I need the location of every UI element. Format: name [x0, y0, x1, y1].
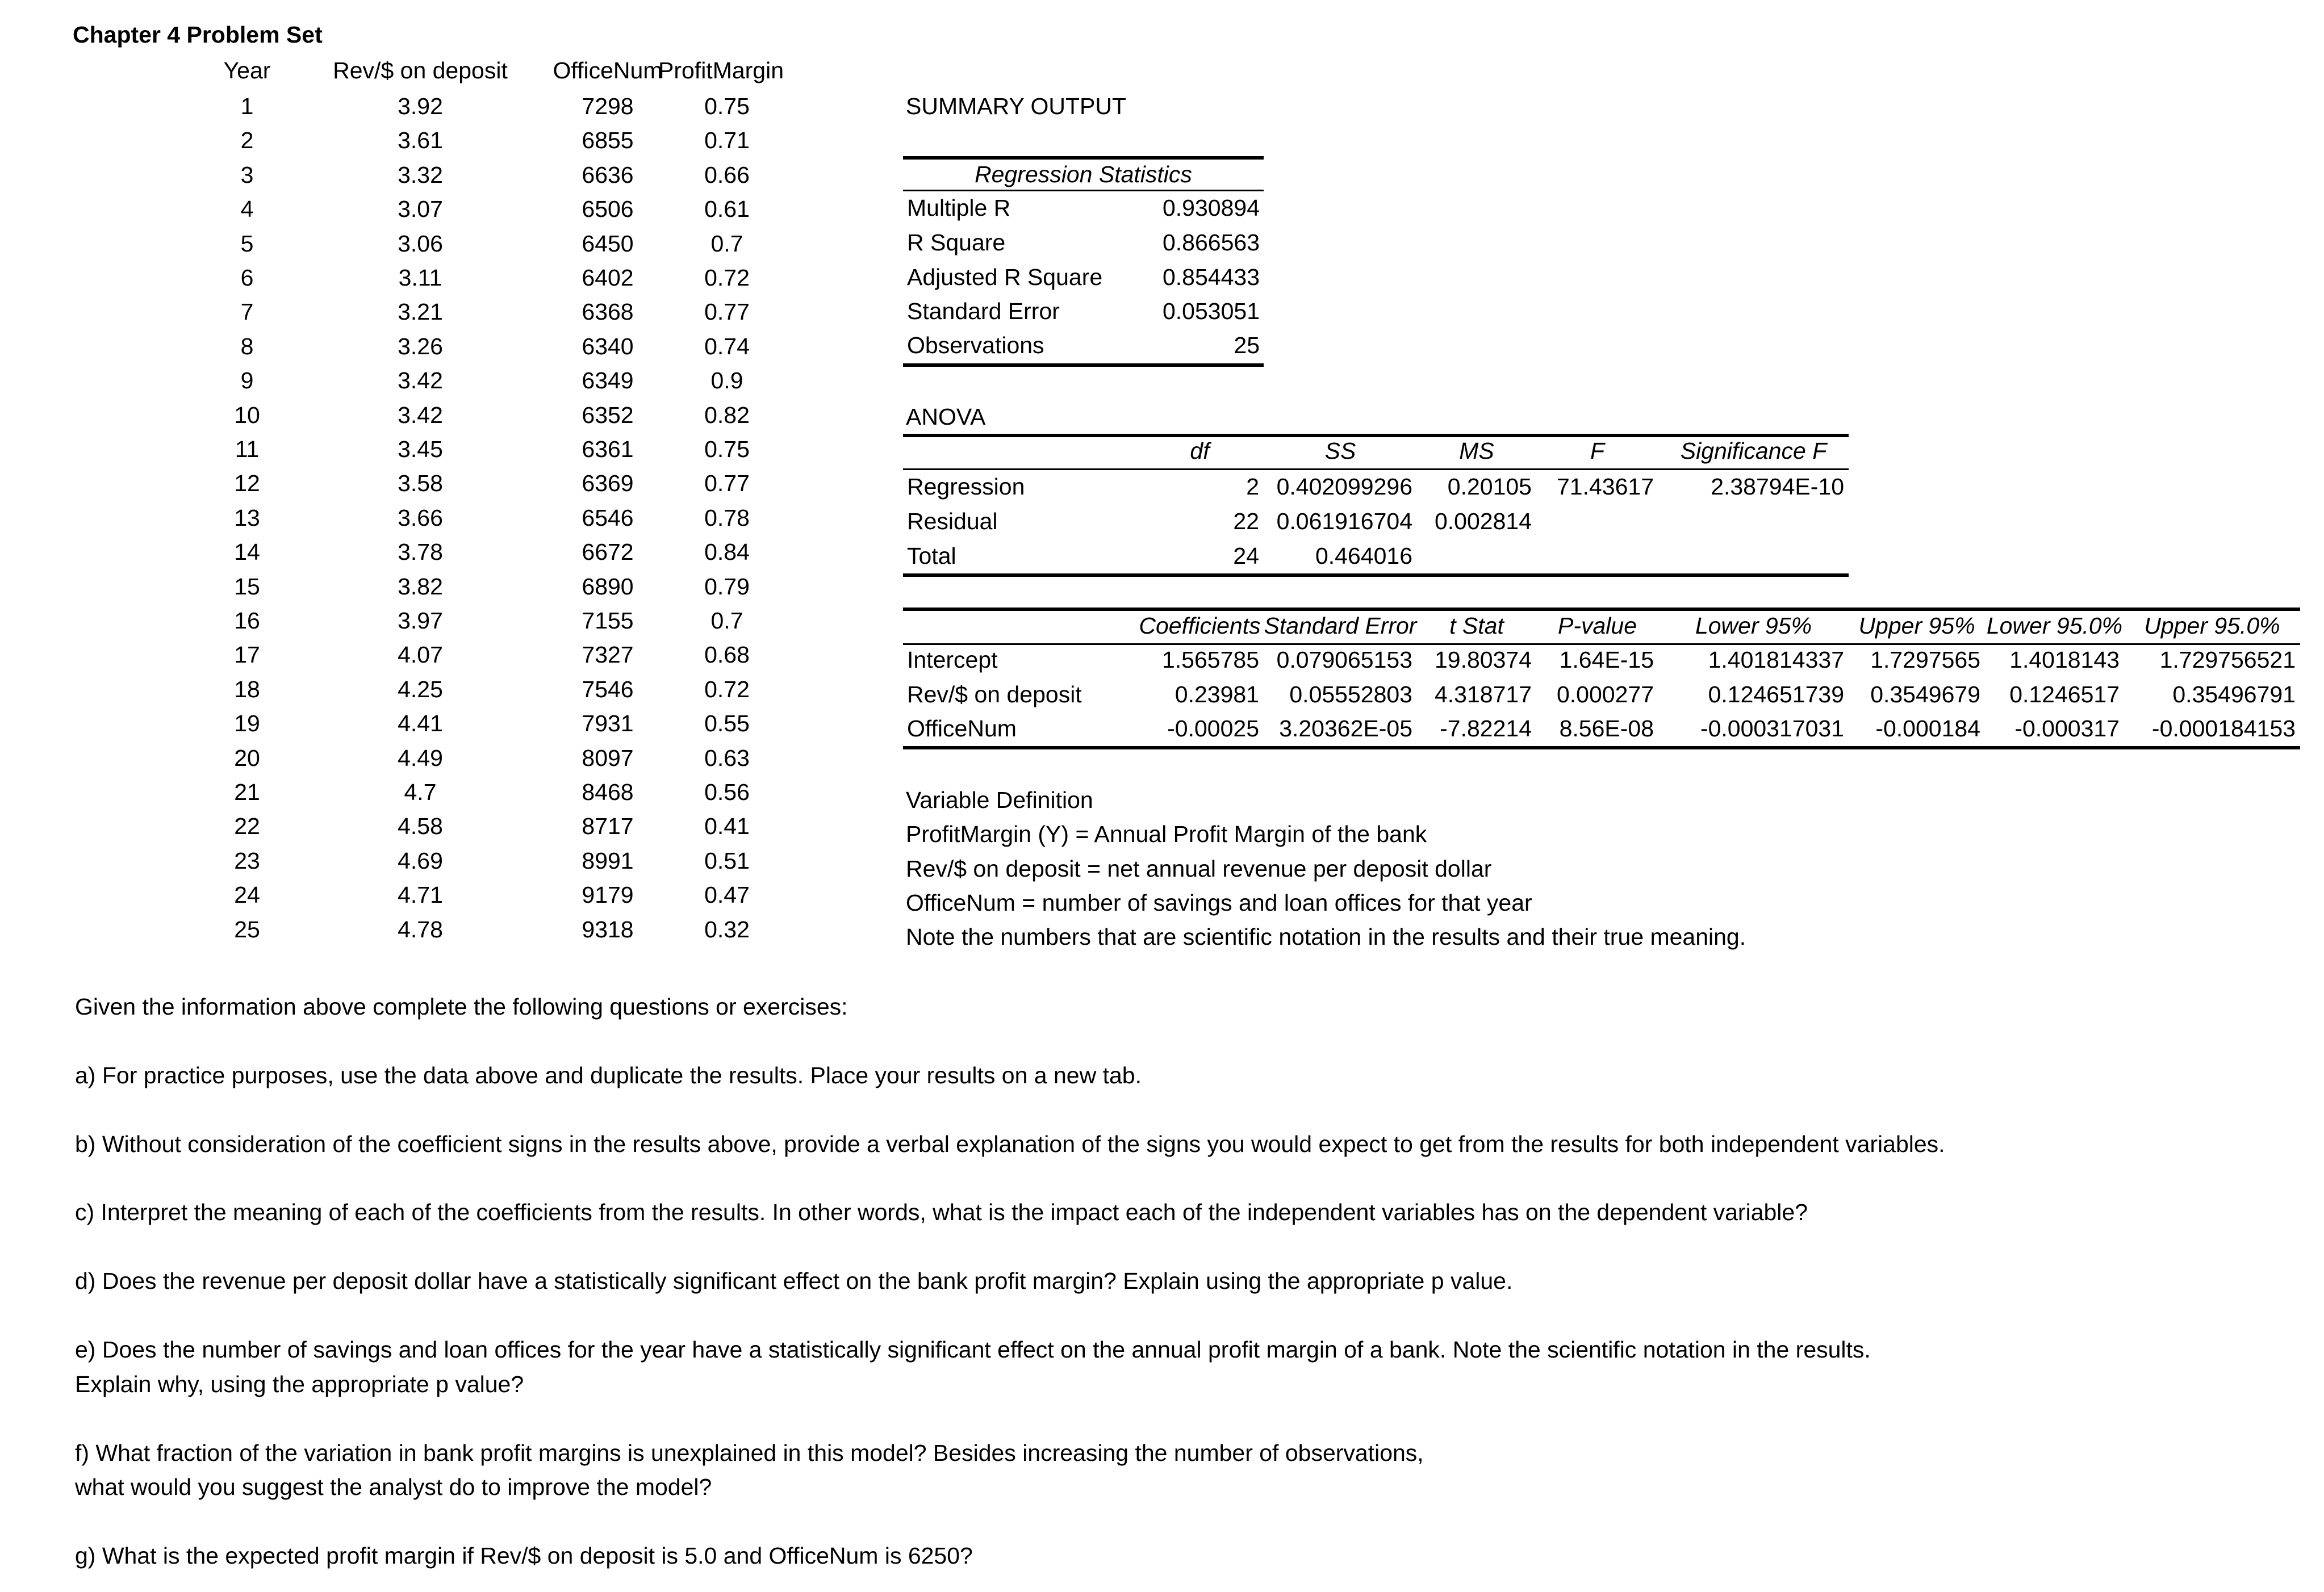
- year-cell: 8: [240, 333, 254, 359]
- regstat-value: 0.866563: [1162, 229, 1260, 255]
- anova-value-cell: 2.38794E-10: [1711, 474, 1844, 500]
- coef-header-rule: [903, 643, 2300, 645]
- profit-margin-cell: 0.56: [704, 779, 750, 805]
- coef-value-cell: 0.1246517: [2009, 681, 2120, 707]
- rev-per-deposit-cell: 4.25: [398, 676, 443, 702]
- question-e-line2: Explain why, using the appropriate p value?: [75, 1371, 524, 1397]
- year-cell: 21: [234, 779, 260, 805]
- profit-margin-cell: 0.78: [704, 504, 750, 531]
- regstats-bottom-rule: [903, 363, 1264, 367]
- year-cell: 4: [240, 196, 254, 223]
- year-cell: 14: [234, 539, 260, 565]
- definition-office-num: OfficeNum = number of savings and loan offices for that year: [906, 890, 1532, 916]
- rev-per-deposit-cell: 3.92: [398, 93, 443, 119]
- office-num-cell: 7327: [582, 642, 634, 668]
- page-title: Chapter 4 Problem Set: [73, 22, 323, 48]
- questions-intro: Given the information above complete the following questions or exercises:: [75, 994, 848, 1020]
- anova-header-rule: [903, 468, 1849, 470]
- question-a: a) For practice purposes, use the data above and duplicate the results. Place your results on a new tab.: [75, 1062, 1142, 1088]
- office-num-cell: 8717: [582, 813, 634, 840]
- office-num-cell: 7546: [582, 676, 634, 702]
- office-num-cell: 7298: [582, 93, 634, 119]
- definition-rev-per-deposit: Rev/$ on deposit = net annual revenue per deposit dollar: [906, 856, 1492, 882]
- office-num-cell: 6855: [582, 127, 634, 154]
- rev-per-deposit-cell: 3.32: [398, 161, 443, 188]
- year-cell: 19: [234, 710, 260, 737]
- office-num-cell: 6368: [582, 299, 634, 325]
- rev-per-deposit-cell: 3.07: [398, 196, 443, 223]
- rev-per-deposit-cell: 3.82: [398, 573, 443, 600]
- rev-per-deposit-cell: 3.58: [398, 470, 443, 497]
- coef-header-lower-95-0: Lower 95.0%: [1986, 613, 2123, 639]
- anova-value-cell: 24: [1233, 543, 1259, 569]
- profit-margin-cell: 0.55: [704, 710, 750, 737]
- header-year: Year: [223, 57, 271, 83]
- coef-value-cell: 19.80374: [1434, 647, 1532, 673]
- coef-value-cell: -0.000184153: [2151, 715, 2296, 741]
- coef-value-cell: 1.4018143: [2009, 647, 2120, 673]
- coef-bottom-rule: [903, 746, 2300, 749]
- anova-bottom-rule: [903, 573, 1849, 577]
- variable-definition-title: Variable Definition: [906, 787, 1093, 813]
- rev-per-deposit-cell: 4.07: [398, 642, 443, 668]
- profit-margin-cell: 0.7: [710, 230, 743, 257]
- year-cell: 18: [234, 676, 260, 702]
- rev-per-deposit-cell: 3.42: [398, 401, 443, 428]
- coef-header-t-stat: t Stat: [1449, 613, 1504, 639]
- coef-value-cell: 8.56E-08: [1559, 715, 1654, 741]
- anova-value-cell: 22: [1233, 508, 1259, 534]
- question-e-line1: e) Does the number of savings and loan offices for the year have a statistically significant effect on the annual profit margin of a bank. Note the scientific notation in the results.: [75, 1337, 1871, 1363]
- office-num-cell: 6361: [582, 436, 634, 462]
- rev-per-deposit-cell: 4.71: [398, 882, 443, 908]
- year-cell: 13: [234, 504, 260, 531]
- profit-margin-cell: 0.63: [704, 744, 750, 771]
- year-cell: 7: [240, 299, 254, 325]
- profit-margin-cell: 0.79: [704, 573, 750, 600]
- coef-header-standard-error: Standard Error: [1264, 613, 1417, 639]
- coef-header-coefficients: Coefficients: [1139, 613, 1261, 639]
- profit-margin-cell: 0.72: [704, 265, 750, 291]
- coef-value-cell: 0.23981: [1174, 681, 1259, 707]
- rev-per-deposit-cell: 4.7: [404, 779, 437, 805]
- header-profit-margin: ProfitMargin: [658, 57, 784, 83]
- coef-row-label: Intercept: [907, 647, 998, 673]
- coef-row-label: OfficeNum: [907, 715, 1017, 741]
- office-num-cell: 6636: [582, 161, 634, 188]
- office-num-cell: 6369: [582, 470, 634, 497]
- office-num-cell: 8468: [582, 779, 634, 805]
- profit-margin-cell: 0.74: [704, 333, 750, 359]
- anova-row-label: Total: [907, 543, 956, 569]
- rev-per-deposit-cell: 3.21: [398, 299, 443, 325]
- coef-value-cell: -7.82214: [1440, 715, 1532, 741]
- regstat-value: 0.053051: [1162, 298, 1260, 324]
- coef-value-cell: -0.00025: [1167, 715, 1259, 741]
- anova-header-f: F: [1590, 438, 1605, 464]
- regstat-label: R Square: [907, 229, 1006, 255]
- profit-margin-cell: 0.47: [704, 882, 750, 908]
- profit-margin-cell: 0.61: [704, 196, 750, 223]
- anova-header-significance-f: Significance F: [1680, 438, 1827, 464]
- office-num-cell: 6506: [582, 196, 634, 223]
- rev-per-deposit-cell: 3.97: [398, 608, 443, 634]
- header-profit-margin-clip: [658, 57, 815, 84]
- office-num-cell: 6340: [582, 333, 634, 359]
- rev-per-deposit-cell: 3.66: [398, 504, 443, 531]
- summary-output-label: SUMMARY OUTPUT: [906, 93, 1127, 119]
- office-num-cell: 6402: [582, 265, 634, 291]
- regstat-label: Observations: [907, 332, 1044, 358]
- profit-margin-cell: 0.72: [704, 676, 750, 702]
- rev-per-deposit-cell: 4.49: [398, 744, 443, 771]
- rev-per-deposit-cell: 3.06: [398, 230, 443, 257]
- anova-value-cell: 71.43617: [1556, 474, 1654, 500]
- profit-margin-cell: 0.75: [704, 436, 750, 462]
- profit-margin-cell: 0.77: [704, 299, 750, 325]
- rev-per-deposit-cell: 4.58: [398, 813, 443, 840]
- anova-value-cell: 0.464016: [1315, 543, 1412, 569]
- coef-value-cell: -0.000184: [1875, 715, 1980, 741]
- office-num-cell: 7931: [582, 710, 634, 737]
- year-cell: 2: [240, 127, 254, 154]
- anova-label: ANOVA: [906, 404, 986, 430]
- question-b: b) Without consideration of the coefficient signs in the results above, provide a verbal explanation of the signs you would expect to get from the results for both independent variables.: [75, 1131, 1945, 1157]
- year-cell: 12: [234, 470, 260, 497]
- year-cell: 10: [234, 401, 260, 428]
- profit-margin-cell: 0.77: [704, 470, 750, 497]
- coef-header-lower-95: Lower 95%: [1695, 613, 1812, 639]
- office-num-cell: 9318: [582, 916, 634, 942]
- profit-margin-cell: 0.66: [704, 161, 750, 188]
- coef-value-cell: 3.20362E-05: [1279, 715, 1412, 741]
- rev-per-deposit-cell: 4.41: [398, 710, 443, 737]
- office-num-cell: 6546: [582, 504, 634, 531]
- coef-value-cell: 0.3549679: [1870, 681, 1980, 707]
- office-num-cell: 6352: [582, 401, 634, 428]
- office-num-cell: 8097: [582, 744, 634, 771]
- rev-per-deposit-cell: 3.11: [398, 265, 442, 291]
- coef-value-cell: 0.124651739: [1708, 681, 1844, 707]
- year-cell: 11: [235, 436, 260, 462]
- profit-margin-cell: 0.68: [704, 642, 750, 668]
- anova-row-label: Regression: [907, 474, 1025, 500]
- profit-margin-cell: 0.71: [704, 127, 750, 154]
- year-cell: 23: [234, 847, 260, 874]
- anova-value-cell: 0.002814: [1434, 508, 1532, 534]
- anova-value-cell: 0.061916704: [1276, 508, 1412, 534]
- profit-margin-cell: 0.82: [704, 401, 750, 428]
- regstat-label: Adjusted R Square: [907, 264, 1103, 290]
- coef-value-cell: -0.000317031: [1700, 715, 1844, 741]
- anova-row-label: Residual: [907, 508, 998, 534]
- regstat-value: 0.854433: [1162, 264, 1260, 290]
- anova-value-cell: 0.402099296: [1276, 474, 1412, 500]
- coef-value-cell: 1.565785: [1161, 647, 1259, 673]
- office-num-cell: 6672: [582, 539, 634, 565]
- coef-value-cell: -0.000317: [2014, 715, 2120, 741]
- regstat-label: Standard Error: [907, 298, 1060, 324]
- regstat-value: 25: [1234, 332, 1260, 358]
- rev-per-deposit-cell: 3.61: [398, 127, 443, 154]
- coef-header-upper-95: Upper 95%: [1858, 613, 1975, 639]
- regstat-value: 0.930894: [1162, 195, 1260, 221]
- definition-profit-margin: ProfitMargin (Y) = Annual Profit Margin of the bank: [906, 821, 1427, 847]
- coef-top-rule: [903, 608, 2300, 611]
- year-cell: 1: [240, 93, 254, 119]
- scientific-notation-note: Note the numbers that are scientific notation in the results and their true meaning.: [906, 924, 1746, 950]
- profit-margin-cell: 0.84: [704, 539, 750, 565]
- regstats-top-rule: [903, 156, 1264, 160]
- office-num-cell: 9179: [582, 882, 634, 908]
- rev-per-deposit-cell: 3.42: [398, 367, 443, 394]
- anova-value-cell: 2: [1246, 474, 1259, 500]
- year-cell: 6: [240, 265, 254, 291]
- coef-value-cell: 1.401814337: [1708, 647, 1844, 673]
- year-cell: 22: [234, 813, 260, 840]
- coef-value-cell: 0.05552803: [1289, 681, 1412, 707]
- regression-statistics-header: Regression Statistics: [975, 161, 1192, 187]
- year-cell: 3: [240, 161, 254, 188]
- header-office-num: OfficeNum: [553, 57, 663, 83]
- question-d: d) Does the revenue per deposit dollar have a statistically significant effect on the bank profit margin? Explain using the appropriate p value.: [75, 1268, 1513, 1294]
- rev-per-deposit-cell: 4.78: [398, 916, 443, 942]
- rev-per-deposit-cell: 3.26: [398, 333, 443, 359]
- coef-value-cell: 1.729756521: [2159, 647, 2296, 673]
- coef-value-cell: 0.000277: [1556, 681, 1654, 707]
- profit-margin-cell: 0.32: [704, 916, 750, 942]
- rev-per-deposit-cell: 3.78: [398, 539, 443, 565]
- anova-header-df: df: [1190, 438, 1210, 464]
- question-g: g) What is the expected profit margin if Rev/$ on deposit is 5.0 and OfficeNum is 6250?: [75, 1543, 973, 1569]
- profit-margin-cell: 0.51: [704, 847, 750, 874]
- coef-value-cell: 0.079065153: [1276, 647, 1412, 673]
- header-rev-per-deposit: Rev/$ on deposit: [333, 57, 508, 83]
- office-num-cell: 6450: [582, 230, 634, 257]
- profit-margin-cell: 0.7: [710, 608, 743, 634]
- rev-per-deposit-cell: 3.45: [398, 436, 443, 462]
- anova-header-ss: SS: [1324, 438, 1356, 464]
- coef-row-label: Rev/$ on deposit: [907, 681, 1082, 707]
- question-c: c) Interpret the meaning of each of the coefficients from the results. In other words, what is the impact each of the independent variables has on the dependent variable?: [75, 1199, 1808, 1225]
- year-cell: 25: [234, 916, 260, 942]
- question-f-line1: f) What fraction of the variation in bank profit margins is unexplained in this model? Besides increasing the number of observations,: [75, 1440, 1424, 1466]
- office-num-cell: 6349: [582, 367, 634, 394]
- anova-header-ms: MS: [1459, 438, 1494, 464]
- coef-value-cell: 4.318717: [1434, 681, 1532, 707]
- coef-value-cell: 1.64E-15: [1559, 647, 1654, 673]
- regstat-label: Multiple R: [907, 195, 1011, 221]
- office-num-cell: 8991: [582, 847, 634, 874]
- profit-margin-cell: 0.75: [704, 93, 750, 119]
- coef-value-cell: 0.35496791: [2172, 681, 2296, 707]
- year-cell: 9: [240, 367, 254, 394]
- office-num-cell: 6890: [582, 573, 634, 600]
- year-cell: 5: [240, 230, 254, 257]
- year-cell: 20: [234, 744, 260, 771]
- profit-margin-cell: 0.41: [704, 813, 750, 840]
- coef-header-p-value: P-value: [1557, 613, 1637, 639]
- profit-margin-cell: 0.9: [710, 367, 743, 394]
- coef-header-upper-95-0: Upper 95.0%: [2144, 613, 2280, 639]
- year-cell: 24: [234, 882, 260, 908]
- anova-value-cell: 0.20105: [1447, 474, 1532, 500]
- question-f-line2: what would you suggest the analyst do to improve the model?: [75, 1474, 712, 1500]
- office-num-cell: 7155: [582, 608, 634, 634]
- regstats-header-rule: [903, 190, 1264, 191]
- coef-value-cell: 1.7297565: [1870, 647, 1980, 673]
- rev-per-deposit-cell: 4.69: [398, 847, 443, 874]
- year-cell: 15: [234, 573, 260, 600]
- year-cell: 16: [234, 608, 260, 634]
- year-cell: 17: [234, 642, 260, 668]
